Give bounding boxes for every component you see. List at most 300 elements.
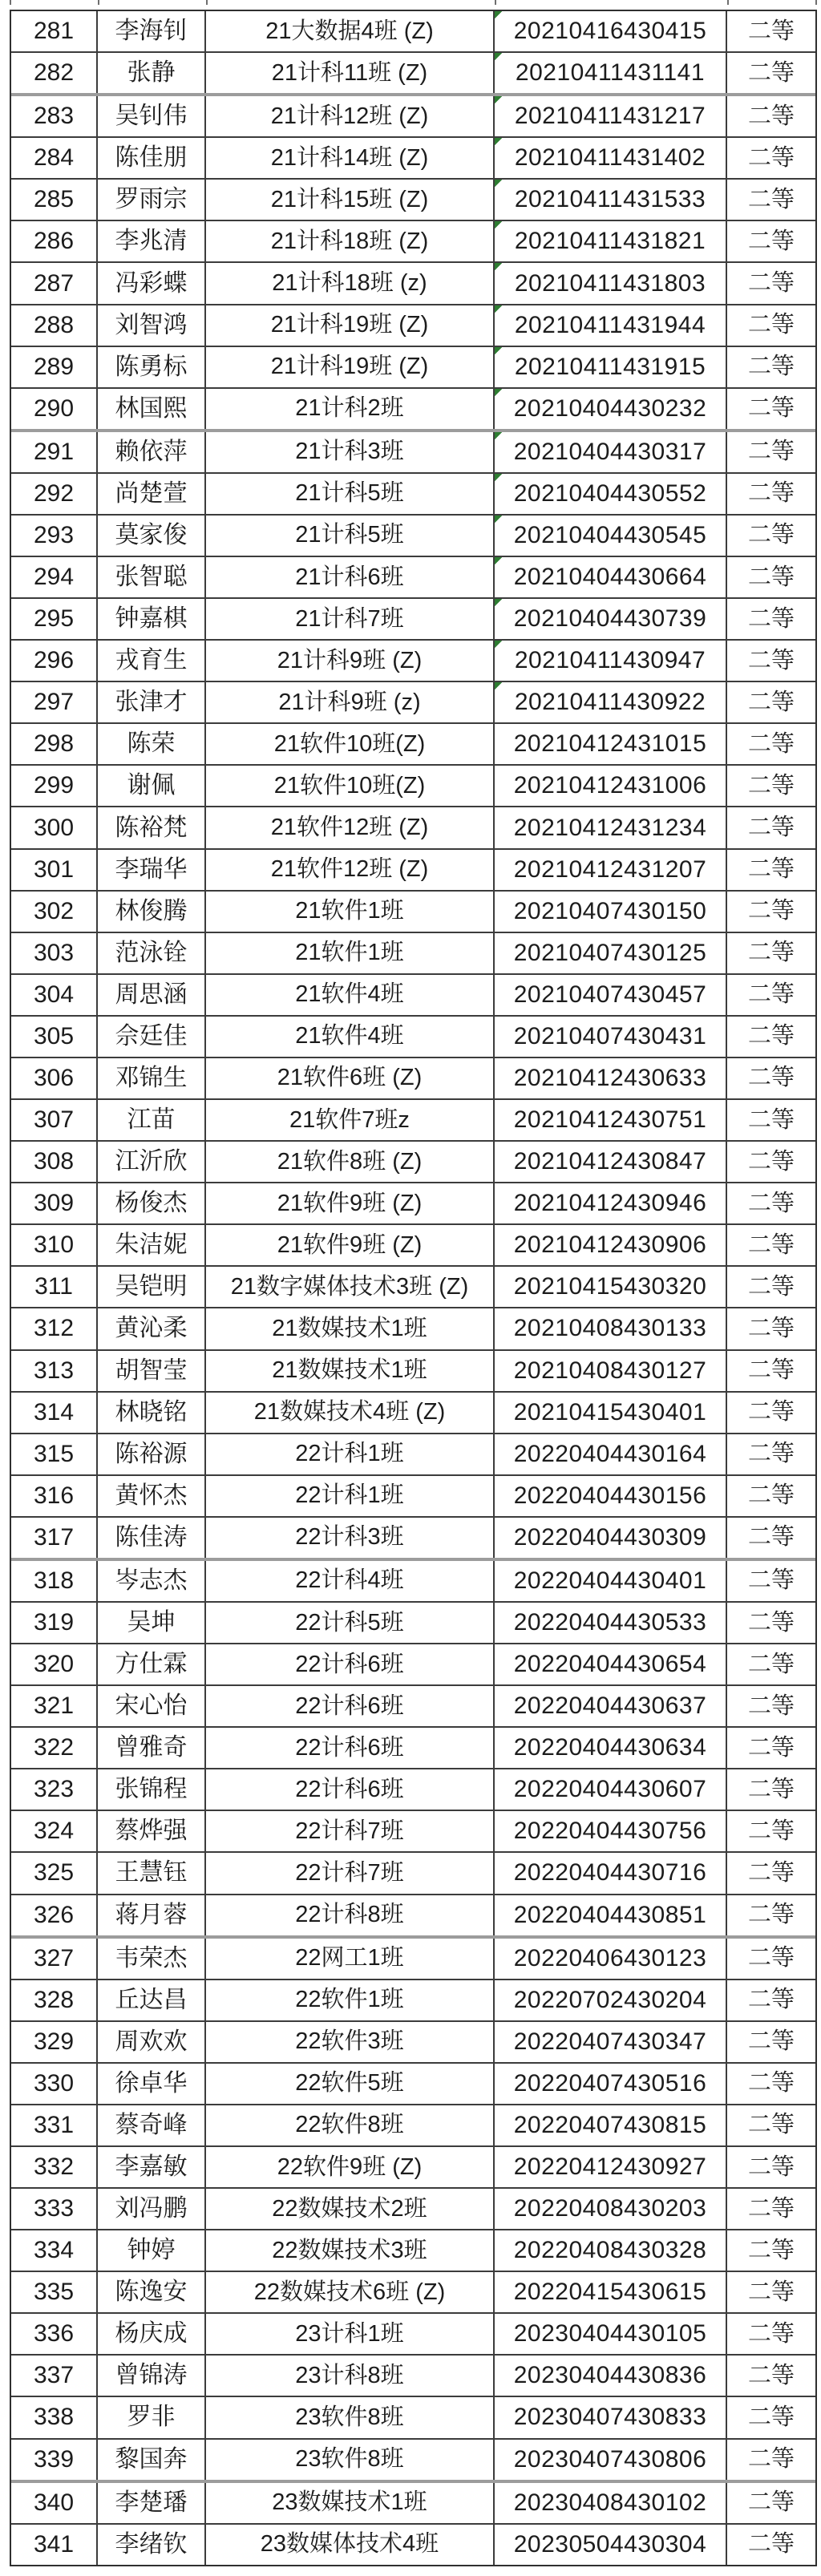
award-results-table: [10, 10, 817, 2566]
row-number-cell: 299: [11, 766, 98, 806]
student-id-text: 20230407430806: [513, 2445, 707, 2473]
row-number-cell: 305: [11, 1017, 98, 1057]
student-id-text: 20210411431533: [514, 186, 706, 213]
number-as-text-indicator-icon: [495, 389, 502, 396]
student-id-cell: [495, 1100, 727, 1140]
student-id-cell: [495, 221, 727, 261]
student-id-cell: [495, 892, 727, 932]
class-name-cell: 21软件10班(Z): [206, 724, 495, 764]
student-id-text: 20210411431402: [514, 144, 706, 172]
row-number-cell: 340: [11, 2483, 98, 2523]
table-row: [11, 807, 815, 849]
award-level-cell: 二等: [747, 1524, 795, 1551]
award-level-cell: 二等: [747, 1734, 795, 1761]
student-id-text: 20220408430328: [513, 2237, 707, 2264]
student-id-text: 20210407430150: [513, 897, 707, 924]
award-level-cell: 二等: [747, 940, 795, 966]
class-name-cell: 21计科9班 (z): [206, 682, 495, 722]
student-id-cell: [495, 1518, 727, 1558]
table-row: [11, 1308, 815, 1350]
student-name-cell: 莫家俊: [98, 516, 206, 556]
table-row: [11, 53, 815, 96]
row-number-cell: 286: [11, 221, 98, 261]
student-name-cell: 陈裕源: [98, 1434, 206, 1474]
student-id-cell: [495, 641, 727, 681]
student-id-cell: [495, 53, 727, 93]
table-row: [11, 1434, 815, 1476]
student-id-cell: [495, 1853, 727, 1893]
student-name-cell: 赖依萍: [98, 432, 206, 472]
award-level-cell: 二等: [747, 647, 795, 673]
student-id-text: 20220408430203: [513, 2195, 707, 2222]
student-name-cell: 曾雅奇: [98, 1728, 206, 1768]
class-name-cell: 21计科5班: [206, 516, 495, 556]
row-number-cell: 332: [11, 2147, 98, 2187]
student-id-text: 20220404430607: [513, 1776, 707, 1803]
student-name-cell: 宋心怡: [98, 1686, 206, 1726]
class-name-cell: 22计科4班: [206, 1561, 495, 1601]
student-id-cell: [495, 2314, 727, 2354]
class-name-cell: 22计科7班: [206, 1853, 495, 1893]
student-name-cell: 朱洁妮: [98, 1225, 206, 1265]
student-id-cell: [495, 1603, 727, 1643]
student-id-text: 20210411431944: [514, 311, 706, 338]
student-id-cell: [495, 933, 727, 973]
row-number-cell: 331: [11, 2105, 98, 2145]
table-row: [11, 2440, 815, 2483]
table-row: [11, 1853, 815, 1895]
student-id-cell: [495, 2272, 727, 2312]
student-id-cell: [495, 347, 727, 387]
student-id-text: 20210412431015: [513, 730, 707, 758]
award-level-cell: 二等: [747, 1106, 795, 1133]
row-number-cell: 289: [11, 347, 98, 387]
row-number-cell: 295: [11, 599, 98, 639]
table-row: [11, 1980, 815, 2022]
class-name-cell: 21软件1班: [206, 933, 495, 973]
class-name-cell: 22计科1班: [206, 1476, 495, 1516]
table-row: [11, 850, 815, 892]
row-number-cell: 330: [11, 2064, 98, 2104]
student-name-cell: 吴钊伟: [98, 96, 206, 136]
student-name-cell: 林俊腾: [98, 892, 206, 932]
award-level-cell: 二等: [747, 2195, 795, 2222]
award-level-cell: 二等: [747, 1902, 795, 1928]
award-level-cell: 二等: [747, 564, 795, 590]
student-name-cell: 吴铠明: [98, 1267, 206, 1307]
table-row: [11, 641, 815, 682]
table-row: [11, 389, 815, 432]
row-number-cell: 322: [11, 1728, 98, 1768]
student-name-cell: 江沂欣: [98, 1142, 206, 1182]
class-name-cell: 21软件9班 (Z): [206, 1183, 495, 1223]
student-id-cell: [495, 2189, 727, 2229]
student-id-cell: [495, 96, 727, 136]
row-number-cell: 281: [11, 11, 98, 51]
student-id-cell: [495, 389, 727, 429]
class-name-cell: 21计科9班 (Z): [206, 641, 495, 681]
student-name-cell: 杨俊杰: [98, 1183, 206, 1223]
student-id-text: 20220407430516: [513, 2069, 707, 2097]
class-name-cell: 22计科6班: [206, 1769, 495, 1810]
number-as-text-indicator-icon: [495, 516, 502, 523]
row-number-cell: 328: [11, 1980, 98, 2020]
row-number-cell: 282: [11, 53, 98, 93]
row-number-cell: 336: [11, 2314, 98, 2354]
student-id-cell: [495, 1267, 727, 1307]
student-id-cell: [495, 2230, 727, 2271]
student-name-cell: 张津才: [98, 682, 206, 722]
row-number-cell: 303: [11, 933, 98, 973]
student-id-text: 20210411431803: [514, 269, 706, 297]
award-level-cell: 二等: [747, 1190, 795, 1216]
class-name-cell: 21计科2班: [206, 389, 495, 429]
student-id-text: 20210412431207: [513, 855, 707, 883]
row-number-cell: 309: [11, 1183, 98, 1223]
award-level-cell: 二等: [747, 1945, 795, 1971]
award-level-cell: 二等: [747, 1609, 795, 1636]
class-name-cell: 22网工1班: [206, 1939, 495, 1979]
class-name-cell: 22数媒技术3班: [206, 2230, 495, 2271]
student-name-cell: 韦荣杰: [98, 1939, 206, 1979]
class-name-cell: 21软件4班: [206, 975, 495, 1015]
student-id-text: 20230407430833: [513, 2404, 707, 2431]
class-name-cell: 21数媒技术4班 (Z): [206, 1393, 495, 1433]
award-level-cell: 二等: [747, 1399, 795, 1425]
cutoff-border-stub: [727, 0, 729, 5]
student-name-cell: 蔡烨强: [98, 1811, 206, 1851]
row-number-cell: 283: [11, 96, 98, 136]
table-row: [11, 682, 815, 724]
student-id-text: 20220404430716: [513, 1859, 707, 1887]
award-level-cell: 二等: [747, 2404, 795, 2430]
table-row: [11, 1267, 815, 1308]
student-id-text: 20230408430102: [513, 2489, 707, 2516]
number-as-text-indicator-icon: [495, 11, 502, 18]
student-name-cell: 江苗: [98, 1100, 206, 1140]
student-name-cell: 周思涵: [98, 975, 206, 1015]
class-name-cell: 22数媒技术6班 (Z): [206, 2272, 495, 2312]
student-id-text: 20230404430836: [513, 2362, 707, 2389]
table-row: [11, 263, 815, 305]
table-row: [11, 892, 815, 933]
row-number-cell: 318: [11, 1561, 98, 1601]
student-id-cell: [495, 180, 727, 220]
row-number-cell: 310: [11, 1225, 98, 1265]
student-name-cell: 吴坤: [98, 1603, 206, 1643]
class-name-cell: 22计科1班: [206, 1434, 495, 1474]
student-name-cell: 林晓铭: [98, 1393, 206, 1433]
table-row: [11, 2105, 815, 2147]
row-number-cell: 297: [11, 682, 98, 722]
table-row: [11, 1393, 815, 1434]
class-name-cell: 21数字媒体技术3班 (Z): [206, 1267, 495, 1307]
student-id-text: 20210407430125: [513, 939, 707, 966]
award-level-cell: 二等: [747, 1023, 795, 1049]
award-level-cell: 二等: [747, 18, 795, 44]
student-id-text: 20210411431217: [514, 103, 706, 130]
table-row: [11, 1939, 815, 1980]
row-number-cell: 325: [11, 1853, 98, 1893]
class-name-cell: 21计科15班 (Z): [206, 180, 495, 220]
student-id-cell: [495, 557, 727, 597]
number-as-text-indicator-icon: [495, 432, 502, 439]
student-id-text: 20210404430232: [513, 394, 707, 422]
student-id-cell: [495, 1561, 727, 1601]
student-name-cell: 李绪钦: [98, 2525, 206, 2565]
number-as-text-indicator-icon: [495, 96, 502, 103]
row-number-cell: 341: [11, 2525, 98, 2565]
student-id-text: 20210415430320: [513, 1273, 707, 1300]
student-name-cell: 黄沁柔: [98, 1308, 206, 1349]
student-id-cell: [495, 516, 727, 556]
number-as-text-indicator-icon: [495, 599, 502, 606]
table-row: [11, 1686, 815, 1728]
student-name-cell: 岑志杰: [98, 1561, 206, 1601]
award-level-cell: 二等: [747, 1692, 795, 1719]
student-id-text: 20220412430927: [513, 2153, 707, 2181]
student-id-text: 20220404430309: [513, 1523, 707, 1551]
student-id-cell: [495, 1058, 727, 1098]
student-id-text: 20210404430552: [513, 479, 707, 507]
row-number-cell: 301: [11, 850, 98, 890]
student-name-cell: 陈勇标: [98, 347, 206, 387]
student-name-cell: 戎育生: [98, 641, 206, 681]
class-name-cell: 22软件1班: [206, 1980, 495, 2020]
class-name-cell: 22计科6班: [206, 1644, 495, 1684]
table-row: [11, 2314, 815, 2356]
student-id-text: 20210412430946: [513, 1190, 707, 1217]
student-id-cell: [495, 2483, 727, 2523]
student-id-text: 20210412430906: [513, 1231, 707, 1259]
number-as-text-indicator-icon: [495, 474, 502, 481]
number-as-text-indicator-icon: [495, 305, 502, 313]
class-name-cell: 23软件8班: [206, 2440, 495, 2480]
row-number-cell: 313: [11, 1351, 98, 1391]
student-id-cell: [495, 1769, 727, 1810]
award-level-cell: 二等: [747, 1231, 795, 1258]
class-name-cell: 21软件12班 (Z): [206, 850, 495, 890]
award-level-cell: 二等: [747, 228, 795, 254]
row-number-cell: 335: [11, 2272, 98, 2312]
table-row: [11, 474, 815, 516]
table-row: [11, 2147, 815, 2189]
table-row: [11, 1728, 815, 1769]
student-id-text: 20210416430415: [513, 18, 707, 45]
table-row: [11, 2356, 815, 2397]
class-name-cell: 21计科18班 (Z): [206, 221, 495, 261]
student-id-text: 20210411431141: [515, 59, 706, 87]
student-id-cell: [495, 2356, 727, 2396]
student-id-text: 20210415430401: [513, 1398, 707, 1425]
row-number-cell: 338: [11, 2397, 98, 2437]
student-id-cell: [495, 975, 727, 1015]
table-row: [11, 2525, 815, 2565]
student-name-cell: 黎国奔: [98, 2440, 206, 2480]
class-name-cell: 21数媒技术1班: [206, 1351, 495, 1391]
award-level-cell: 二等: [747, 2112, 795, 2138]
row-number-cell: 307: [11, 1100, 98, 1140]
student-name-cell: 陈佳涛: [98, 1518, 206, 1558]
table-row: [11, 599, 815, 641]
student-id-cell: [495, 1686, 727, 1726]
student-name-cell: 刘冯鹏: [98, 2189, 206, 2229]
row-number-cell: 314: [11, 1393, 98, 1433]
student-id-text: 20220407430347: [513, 2028, 707, 2055]
cutoff-border-stub: [206, 0, 208, 5]
table-row: [11, 432, 815, 474]
award-level-cell: 二等: [747, 1482, 795, 1509]
award-level-cell: 二等: [747, 480, 795, 507]
row-number-cell: 315: [11, 1434, 98, 1474]
table-row: [11, 1225, 815, 1267]
row-number-cell: 292: [11, 474, 98, 514]
table-row: [11, 2483, 815, 2525]
student-name-cell: 张静: [98, 53, 206, 93]
class-name-cell: 23计科8班: [206, 2356, 495, 2396]
award-level-cell: 二等: [747, 354, 795, 380]
award-level-cell: 二等: [747, 1567, 795, 1594]
class-name-cell: 22软件8班: [206, 2105, 495, 2145]
award-level-cell: 二等: [747, 1148, 795, 1175]
class-name-cell: 21软件7班z: [206, 1100, 495, 1140]
number-as-text-indicator-icon: [495, 682, 502, 689]
class-name-cell: 22计科8班: [206, 1895, 495, 1935]
award-level-cell: 二等: [747, 605, 795, 632]
row-number-cell: 312: [11, 1308, 98, 1349]
award-level-cell: 二等: [747, 1065, 795, 1091]
award-level-cell: 二等: [747, 2320, 795, 2347]
class-name-cell: 21计科5班: [206, 474, 495, 514]
row-number-cell: 329: [11, 2022, 98, 2062]
award-level-cell: 二等: [747, 981, 795, 1008]
table-row: [11, 2397, 815, 2439]
class-name-cell: 22软件9班 (Z): [206, 2147, 495, 2187]
student-name-cell: 范泳铨: [98, 933, 206, 973]
student-id-cell: [495, 850, 727, 890]
row-number-cell: 302: [11, 892, 98, 932]
student-name-cell: 张锦程: [98, 1769, 206, 1810]
class-name-cell: 21计科19班 (Z): [206, 305, 495, 346]
table-row: [11, 1183, 815, 1225]
row-number-cell: 326: [11, 1895, 98, 1935]
student-name-cell: 胡智莹: [98, 1351, 206, 1391]
table-row: [11, 766, 815, 807]
row-number-cell: 321: [11, 1686, 98, 1726]
table-row: [11, 221, 815, 263]
class-name-cell: 23数媒技术1班: [206, 2483, 495, 2523]
row-number-cell: 334: [11, 2230, 98, 2271]
class-name-cell: 22计科3班: [206, 1518, 495, 1558]
class-name-cell: 22计科5班: [206, 1603, 495, 1643]
award-level-cell: 二等: [747, 1987, 795, 2013]
row-number-cell: 337: [11, 2356, 98, 2396]
class-name-cell: 22数媒技术2班: [206, 2189, 495, 2229]
student-id-cell: [495, 2525, 727, 2565]
student-id-cell: [495, 807, 727, 847]
student-id-cell: [495, 263, 727, 303]
award-level-cell: 二等: [747, 2070, 795, 2097]
student-name-cell: 陈荣: [98, 724, 206, 764]
student-id-text: 20210404430545: [513, 521, 707, 548]
table-row: [11, 1017, 815, 1058]
table-row: [11, 1769, 815, 1811]
table-row: [11, 724, 815, 766]
award-level-cell: 二等: [747, 395, 795, 422]
class-name-cell: 21计科7班: [206, 599, 495, 639]
student-id-text: 20220404430634: [513, 1734, 707, 1761]
table-row: [11, 1142, 815, 1183]
student-name-cell: 杨庆成: [98, 2314, 206, 2354]
row-number-cell: 324: [11, 1811, 98, 1851]
award-level-cell: 二等: [747, 144, 795, 171]
award-level-cell: 二等: [747, 103, 795, 129]
class-name-cell: 21计科19班 (Z): [206, 347, 495, 387]
row-number-cell: 284: [11, 138, 98, 178]
student-id-text: 20220404430533: [513, 1609, 707, 1636]
student-id-cell: [495, 1939, 727, 1979]
student-id-text: 20210412430751: [513, 1106, 707, 1134]
student-id-cell: [495, 1895, 727, 1935]
student-id-text: 20220404430654: [513, 1651, 707, 1678]
class-name-cell: 22计科6班: [206, 1728, 495, 1768]
student-name-cell: 李楚璠: [98, 2483, 206, 2523]
student-id-text: 20210404430739: [513, 605, 707, 633]
student-id-text: 20230404430105: [513, 2320, 707, 2348]
class-name-cell: 21计科11班 (Z): [206, 53, 495, 93]
row-number-cell: 300: [11, 807, 98, 847]
row-number-cell: 306: [11, 1058, 98, 1098]
student-id-cell: [495, 432, 727, 472]
award-level-cell: 二等: [747, 898, 795, 924]
award-level-cell: 二等: [747, 815, 795, 841]
award-level-cell: 二等: [747, 1315, 795, 1341]
row-number-cell: 296: [11, 641, 98, 681]
row-number-cell: 288: [11, 305, 98, 346]
student-id-cell: [495, 1393, 727, 1433]
award-level-cell: 二等: [747, 1818, 795, 1844]
table-row: [11, 1895, 815, 1939]
student-name-cell: 丘达昌: [98, 1980, 206, 2020]
row-number-cell: 304: [11, 975, 98, 1015]
class-name-cell: 21计科6班: [206, 557, 495, 597]
student-id-cell: [495, 2147, 727, 2187]
award-level-cell: 二等: [747, 2489, 795, 2516]
student-id-cell: [495, 138, 727, 178]
student-id-text: 20210411430947: [514, 647, 706, 674]
award-level-cell: 二等: [747, 1273, 795, 1300]
row-number-cell: 317: [11, 1518, 98, 1558]
student-id-text: 20210408430133: [513, 1315, 707, 1342]
class-name-cell: 21软件6班 (Z): [206, 1058, 495, 1098]
student-name-cell: 方仕霖: [98, 1644, 206, 1684]
student-id-cell: [495, 1225, 727, 1265]
student-name-cell: 周欢欢: [98, 2022, 206, 2062]
number-as-text-indicator-icon: [495, 138, 502, 145]
table-row: [11, 2189, 815, 2230]
student-id-cell: [495, 1811, 727, 1851]
class-name-cell: 21计科14班 (Z): [206, 138, 495, 178]
table-row: [11, 180, 815, 221]
table-row: [11, 516, 815, 557]
number-as-text-indicator-icon: [495, 53, 502, 60]
student-id-text: 20210411431821: [514, 228, 706, 255]
number-as-text-indicator-icon: [495, 263, 502, 270]
student-name-cell: 徐卓华: [98, 2064, 206, 2104]
student-name-cell: 冯彩蝶: [98, 263, 206, 303]
student-id-cell: [495, 1308, 727, 1349]
student-name-cell: 尚楚萱: [98, 474, 206, 514]
